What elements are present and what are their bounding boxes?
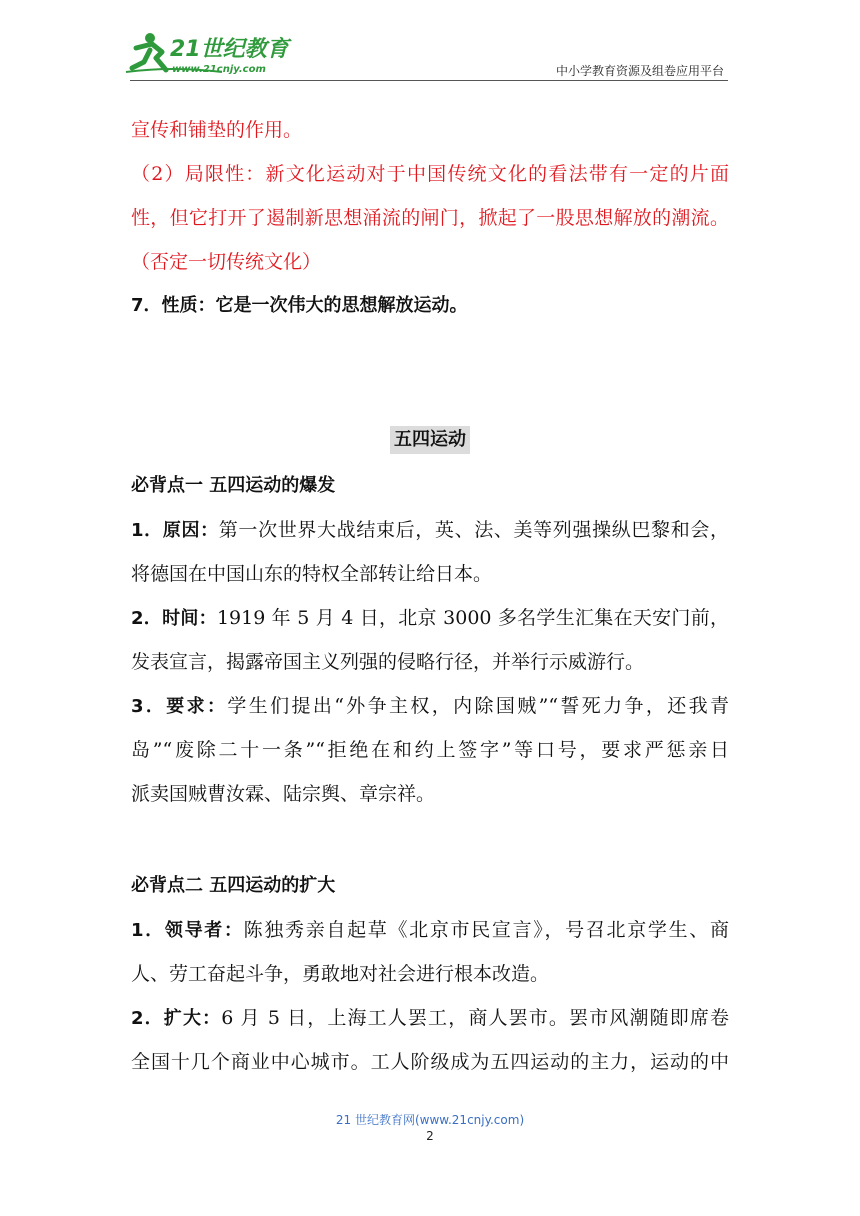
demand-line-1	[131, 684, 729, 728]
demand-line-2: 岛”“废除二十一条”“拒绝在和约上签字”等口号，要求严惩亲日	[131, 739, 729, 761]
svg-text:www.21cnjy.com: www.21cnjy.com	[172, 64, 266, 75]
leader-line-1	[131, 908, 729, 952]
page-number: 2	[426, 1129, 434, 1143]
runner-logo-icon	[122, 26, 292, 82]
expansion-label: 2．扩大：	[131, 1008, 222, 1029]
leader-text-1: 陈独秀亲自起草《北京市民宣言》，号召北京学生、商	[243, 919, 729, 941]
time-line-2: 发表宣言，揭露帝国主义列强的侵略行径，并举行示威游行。	[131, 651, 645, 673]
time-text-1: 1919 年 5 月 4 日，北京 3000 多名学生汇集在天安门前，	[216, 607, 729, 629]
point-two-heading: 必背点二 五四运动的扩大	[131, 875, 336, 896]
demand-label: 3．要求：	[131, 696, 228, 717]
cause-text-1: 第一次世界大战结束后，英、法、美等列强操纵巴黎和会，	[218, 519, 729, 541]
section-title-wrap	[131, 416, 729, 464]
expansion-text-1: 6 月 5 日，上海工人罢工，商人罢市。罢市风潮随即席卷	[221, 1007, 730, 1029]
svg-text:21世纪教育: 21世纪教育	[170, 37, 289, 62]
nature-line: 7．性质：它是一次伟大的思想解放运动。	[131, 295, 468, 316]
limitation-line-1: （2）局限性：新文化运动对于中国传统文化的看法带有一定的片面	[131, 163, 729, 185]
platform-name: 中小学教育资源及组卷应用平台	[555, 64, 724, 78]
time-line-1	[131, 596, 729, 640]
time-label: 2．时间：	[131, 608, 217, 629]
leader-line-2: 人、劳工奋起斗争，勇敢地对社会进行根本改造。	[131, 963, 550, 985]
leader-label: 1．领导者：	[131, 920, 244, 941]
demand-text-1: 学生们提出“外争主权，内除国贼”“誓死力争，还我青	[227, 695, 729, 717]
limitation-note: （否定一切传统文化）	[131, 251, 322, 273]
logo	[122, 26, 292, 82]
intro-line-1: 宣传和铺垫的作用。	[131, 119, 303, 141]
point-one-heading: 必背点一 五四运动的爆发	[131, 475, 336, 496]
section-title: 五四运动	[390, 426, 470, 454]
cause-line-2: 将德国在中国山东的特权全部转让给日本。	[131, 563, 493, 585]
limitation-line-2: 性，但它打开了遏制新思想涌流的闸门，掀起了一股思想解放的潮流。	[131, 207, 729, 229]
expansion-line-1	[131, 996, 729, 1040]
cause-label: 1．原因：	[131, 520, 219, 541]
page-header	[0, 0, 860, 90]
cause-line-1	[131, 508, 729, 552]
header-divider	[130, 80, 728, 81]
demand-line-3: 派卖国贼曹汝霖、陆宗舆、章宗祥。	[131, 783, 436, 805]
footer-site-link[interactable]: 21 世纪教育网(www.21cnjy.com)	[335, 1113, 525, 1127]
page-content	[131, 108, 729, 1084]
expansion-line-2: 全国十几个商业中心城市。工人阶级成为五四运动的主力，运动的中	[131, 1051, 729, 1073]
